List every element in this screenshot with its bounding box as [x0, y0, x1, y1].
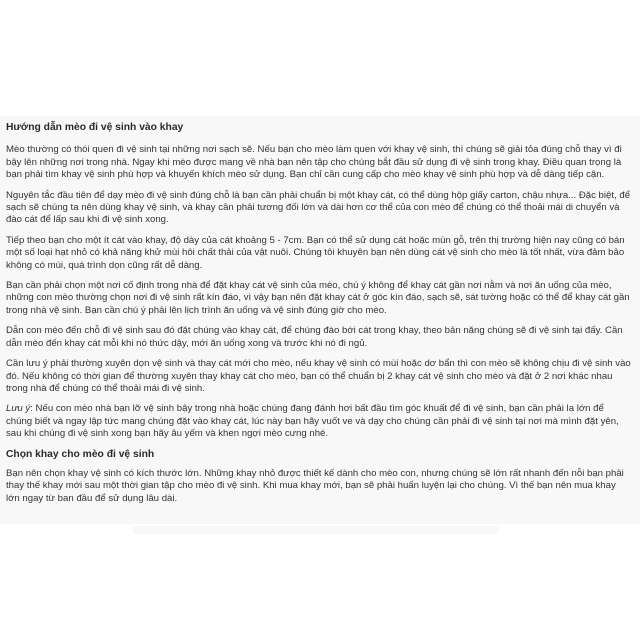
paragraph-intro: Mèo thường có thói quen đi vệ sinh tại những nơi sạch sẽ. Nếu bạn cho mèo làm quen với khay vệ sinh, thì chúng sẽ giải tỏa đúng chỗ thay vì đi bậy lên những nơi trong nhà. Ngay khi mèo được mang về nhà bạn nên tập cho chúng bắt đầu sử dụng đi vệ sinh trong khay. Điều quan trọng là bạn phải tìm khay vệ sinh phù hợp và khuyến khích mèo sử dụng. Bạn chỉ cần cung cấp cho mèo khay vệ sinh phù hợp và dễ dàng tiếp cận. — [6, 144, 622, 181]
article-content — [0, 116, 640, 524]
paragraph-clean-tray: Cần lưu ý phải thường xuyên dọn vệ sinh và thay cát mới cho mèo, nếu khay vệ sinh có mùi hoặc dơ bẩn thì con mèo sẽ không chịu đi vệ sinh vào đó. Nếu không có thời gian để thường xuyên thay khay cát cho mèo, bạn có thể chuẩn bị 2 khay cát vệ sinh cho mèo và đặt ở 2 nơi khác nhau trong nhà để chúng có thể thoải mái đi vệ sinh. — [6, 358, 631, 394]
section-heading-choose-tray: Chọn khay cho mèo đi vệ sinh — [6, 448, 155, 460]
paragraph-lead-cat: Dẫn con mèo đến chỗ đi vệ sinh sau đó đặt chúng vào khay cát, để chúng đào bới cát trong khay, theo bản năng chúng sẽ đi vệ sinh tại đấy. Cần dẫn mèo đến khay cát mỗi khi nó thức dậy, mới ăn uống xong và trước khi nó đi ngủ. — [6, 325, 623, 349]
bottom-strip — [133, 526, 498, 534]
paragraph-tray-location: Bạn cần phải chọn một nơi cố định trong nhà để đặt khay cát vệ sinh của mèo, chú ý không để khay cát gần nơi nằm và nơi ăn uống của mèo, những con mèo thường chọn nơi đi vệ sinh rất kín đáo, vì vậy bạn nên đặt khay cát ở góc kín đáo, sạch sẽ, sát tường hoặc có thể để khay cát gần trong nhà vệ sinh. Bạn cần chú ý phải lên lịch trình ăn uống và vệ sinh đúng giờ cho mèo. — [6, 280, 630, 316]
section-heading-litter-training: Hướng dẫn mèo đi vệ sinh vào khay — [6, 122, 184, 133]
note-text: : Nếu con mèo nhà bạn lỡ vệ sinh bậy trong nhà hoặc chúng đang đánh hơi bất đầu tìm góc khuất để đi vệ sinh, bạn cần phải la lớn để chúng biết và ngay lập tức mang chúng đặt vào khay cát, lúc này bạn hãy vuốt ve và dạy cho chúng cần phải đi vệ sinh tại nơi mà mình đặt yên, sau khi chúng đi vệ sinh xong bạn hãy âu yếm và khen ngợi mèo cưng nhé. — [6, 403, 619, 440]
note-label: Lưu ý — [6, 403, 31, 415]
paragraph-note — [6, 403, 632, 440]
paragraph-add-litter: Tiếp theo bạn cho một ít cát vào khay, độ dày của cát khoảng 5 - 7cm. Bạn có thể sử dụng cát hoặc mùn gỗ, trên thị trường hiện nay cũng có bán một số loại hạt nhỏ có khả năng khử mùi hôi chất thải của vật nuôi. Chúng tôi khuyên bạn nên dùng cát vệ sinh cho mèo là tốt nhất, vừa đảm bảo không có mùi, quá trình dọn cũng rất dễ dàng. — [6, 234, 625, 271]
paragraph-prepare-tray: Nguyên tắc đầu tiên để dạy mèo đi vệ sinh đúng chỗ là bạn cần phải chuẩn bị một khay cát, có thể dùng hộp giấy carton, chậu nhựa... Đặc biệt, để sạch sẽ chúng ta nên dùng khay vệ sinh, và khay cần phải tương đối lớn và dài hơn cơ thể của con mèo để chúng có thể thoải mái di chuyển và đào cát để lấp sau khi đi vệ sinh xong. — [6, 189, 631, 226]
paragraph-tray-size: Bạn nên chọn khay vệ sinh có kích thước lớn. Những khay nhỏ được thiết kế dành cho mèo con, nhưng chúng sẽ lớn rất nhanh đến nỗi bạn phải thay thế khay mới sau một thời gian tập cho mèo đi vệ sinh. Khi mua khay mới, bạn sẽ phải huấn luyện lại cho chúng. Vì thế bạn nên mua khay lớn ngay từ ban đầu để sử dụng lâu dài. — [6, 467, 624, 504]
